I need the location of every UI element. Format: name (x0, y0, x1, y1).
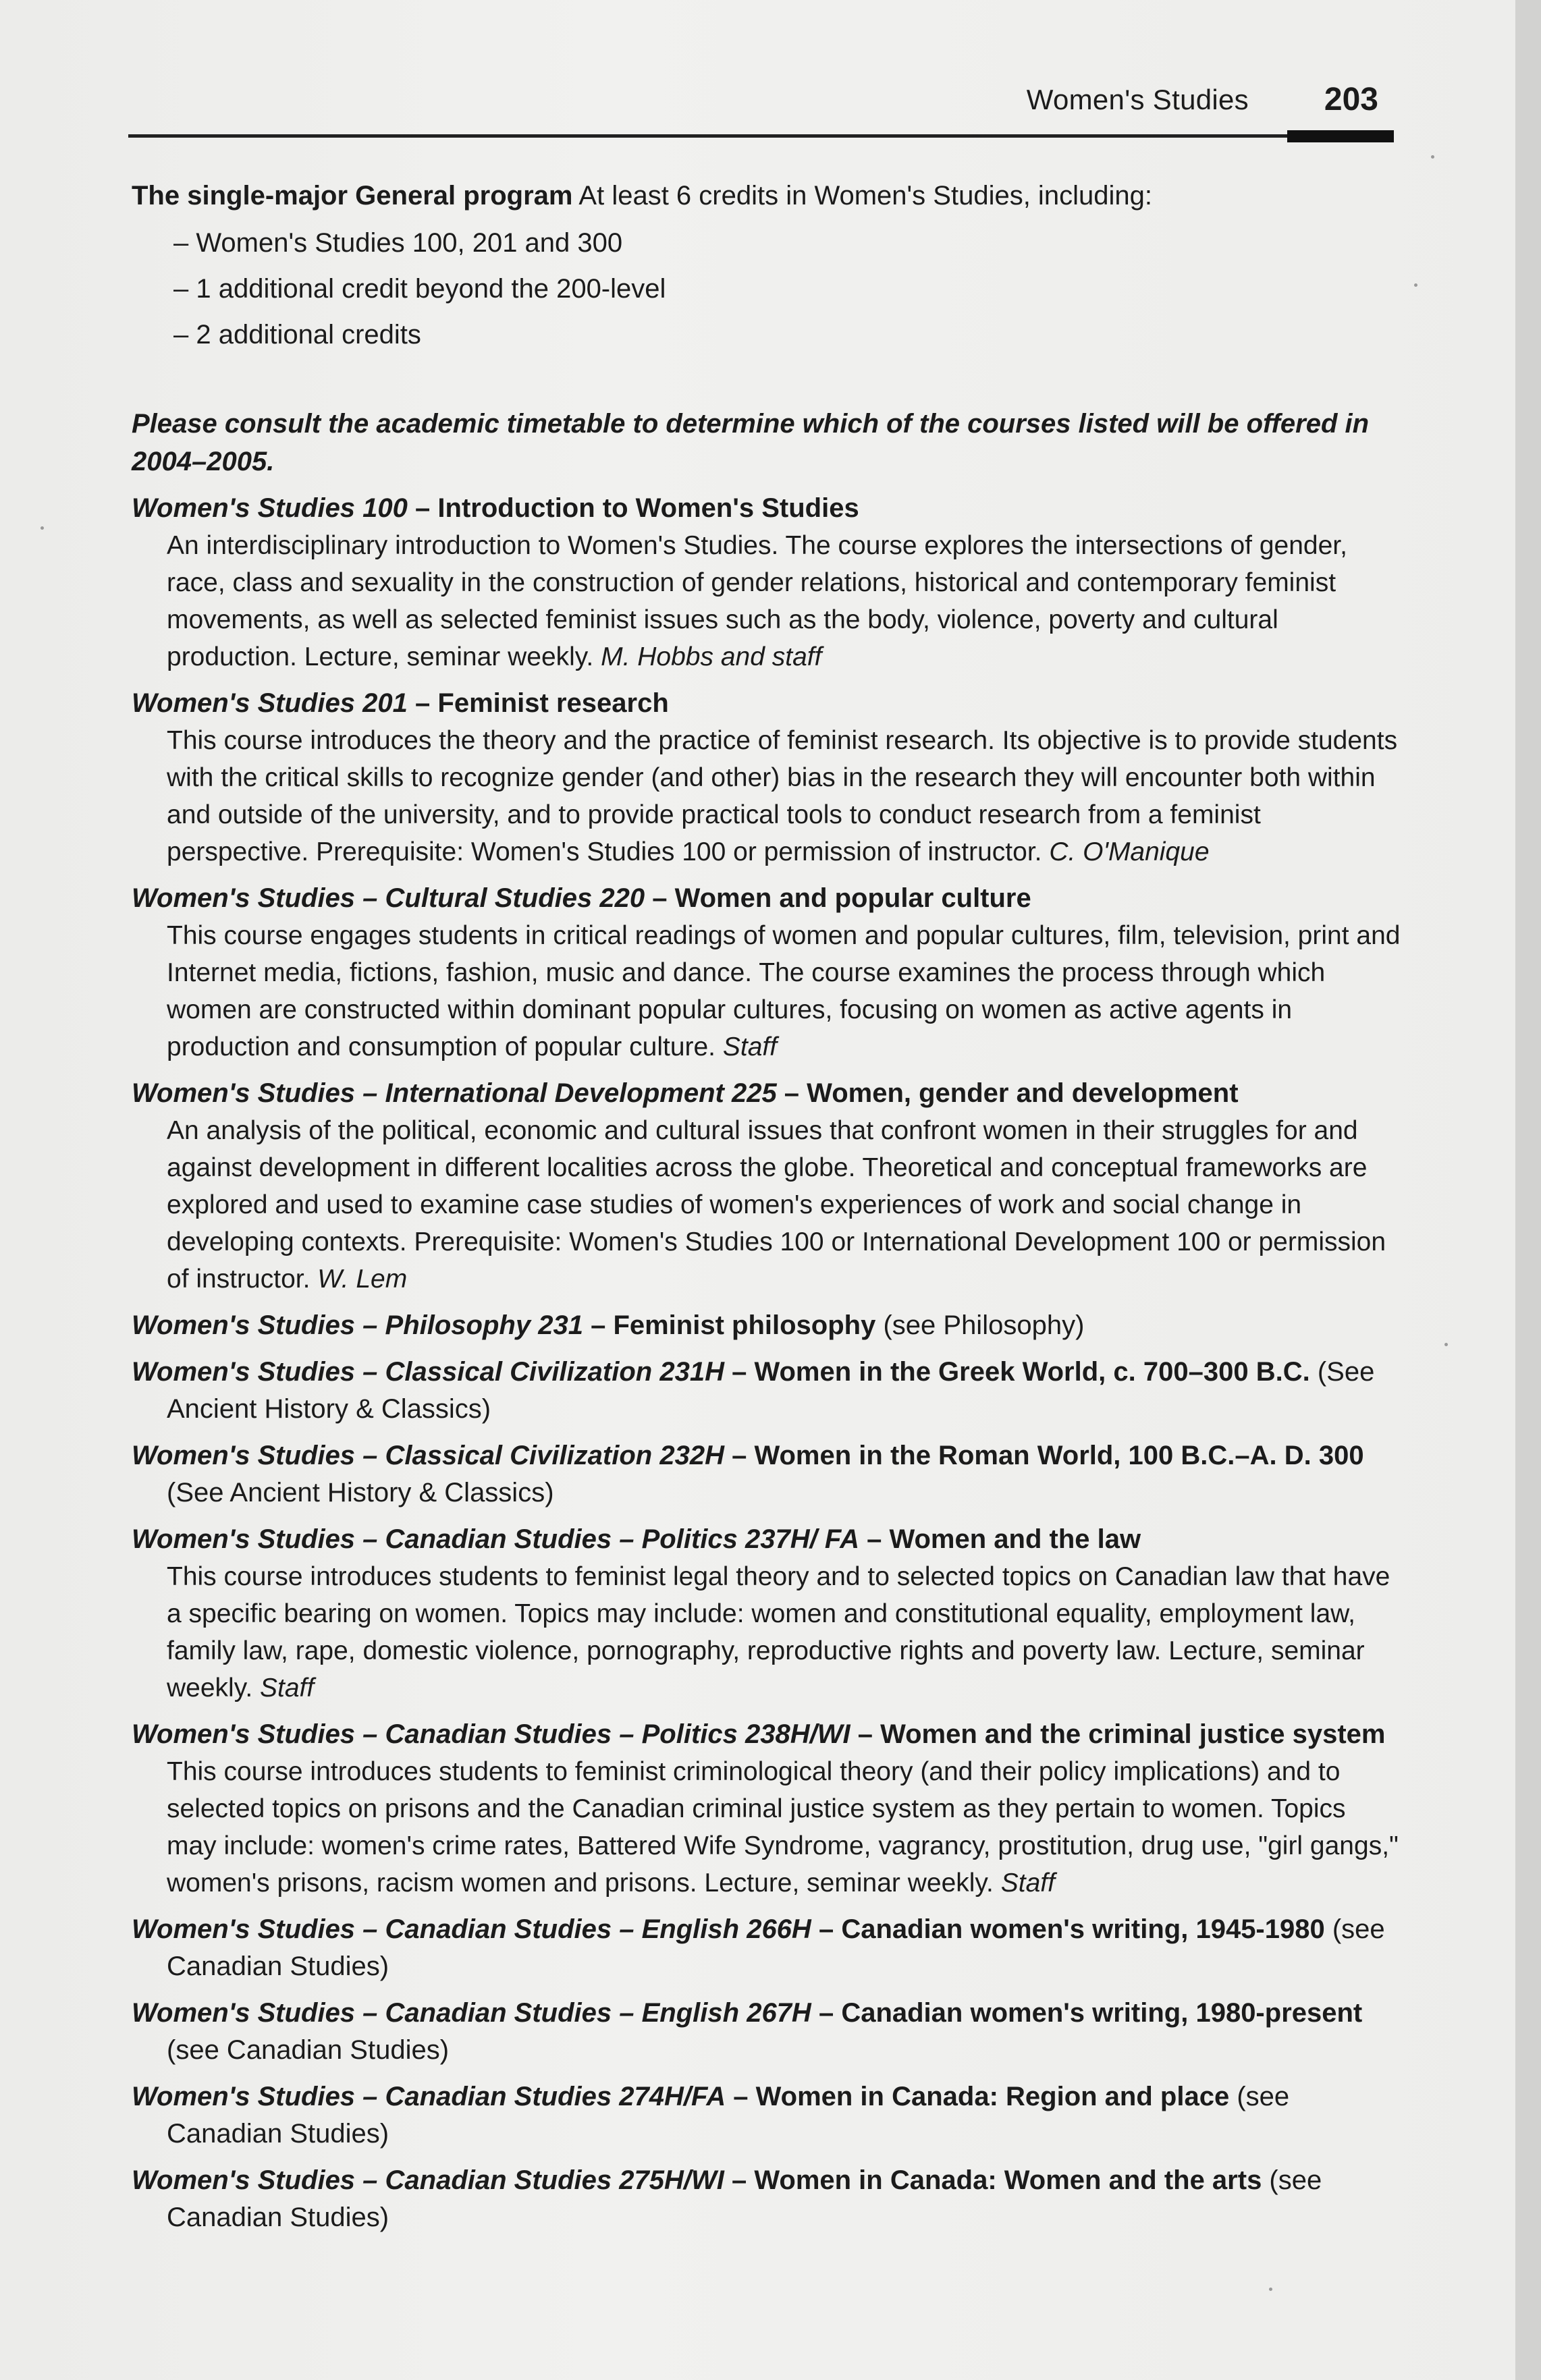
course-heading (132, 490, 1401, 527)
course-code: Women's Studies – Canadian Studies – Politics 238H/WI (132, 1719, 850, 1749)
course-entry (132, 685, 1401, 870)
course-cross-reference: (see Canadian Studies) (167, 2165, 1322, 2232)
program-requirements (132, 177, 1401, 215)
course-heading (132, 1075, 1401, 1112)
header-rule-tab (1287, 130, 1394, 142)
course-name: Canadian women's writing, 1945-1980 (841, 1914, 1325, 1944)
course-description (167, 1112, 1401, 1298)
course-entry (132, 1911, 1401, 1985)
course-dash: – (811, 1998, 842, 2028)
course-instructor: Staff (722, 1032, 778, 1061)
course-heading (132, 1437, 1401, 1512)
course-entry (132, 2162, 1401, 2236)
course-description (167, 1753, 1401, 1902)
course-code: Women's Studies – Canadian Studies 274H/FA (132, 2082, 726, 2111)
course-dash: – (724, 2165, 755, 2195)
course-dash: – (726, 2082, 756, 2111)
speck (40, 526, 44, 530)
program-item: – 2 additional credits (173, 320, 421, 350)
course-description (167, 917, 1401, 1066)
course-entry (132, 1716, 1401, 1902)
course-name: Feminist research (437, 688, 669, 718)
course-name: Women in the Greek World, c. 700–300 B.C. (754, 1357, 1310, 1387)
course-code: Women's Studies – Classical Civilization 232H (132, 1441, 724, 1470)
course-code: Women's Studies – Canadian Studies – English 267H (132, 1998, 811, 2028)
course-dash: – (811, 1914, 842, 1944)
course-name: Women, gender and development (807, 1078, 1239, 1108)
course-entry (132, 2078, 1401, 2153)
course-instructor: Staff (260, 1673, 315, 1703)
speck (1444, 1343, 1448, 1346)
course-code: Women's Studies – Classical Civilization 231H (132, 1357, 724, 1387)
course-instructor: W. Lem (317, 1265, 408, 1294)
page-number: 203 (1324, 82, 1378, 117)
course-entry (132, 880, 1401, 1066)
course-cross-reference: (see Canadian Studies) (167, 1914, 1385, 1981)
course-description-text: An interdisciplinary introduction to Women's Studies. The course explores the intersections of gender, race, class and sexuality in the construction of gender relations, historical and contemporary feminist movements, as well as selected feminist issues such as the body, violence, poverty and cultural production. Lecture, seminar weekly. (167, 531, 1347, 671)
course-dash: – (407, 688, 438, 718)
course-name: Women and popular culture (674, 883, 1031, 913)
course-cross-reference: (See Ancient History & Classics) (167, 1357, 1375, 1424)
course-heading (132, 1521, 1401, 1558)
course-dash: – (724, 1441, 755, 1470)
course-cross-reference: (see Philosophy) (875, 1310, 1085, 1340)
course-code: Women's Studies – Cultural Studies 220 (132, 883, 645, 913)
course-code: Women's Studies 201 (132, 688, 408, 718)
course-name: Feminist philosophy (613, 1310, 876, 1340)
course-entry (132, 490, 1401, 675)
course-name: Women in Canada: Region and place (755, 2082, 1230, 2111)
course-description (167, 1558, 1401, 1707)
course-code: Women's Studies – Canadian Studies 275H/WI (132, 2165, 724, 2195)
course-name: Women and the criminal justice system (880, 1719, 1386, 1749)
program-item: – Women's Studies 100, 201 and 300 (173, 228, 623, 258)
program-text: At least 6 credits in Women's Studies, including: (572, 181, 1152, 211)
course-cross-reference: (see Canadian Studies) (167, 2035, 450, 2065)
course-entry (132, 1307, 1401, 1344)
course-entry (132, 1437, 1401, 1512)
course-name: Canadian women's writing, 1980-present (841, 1998, 1363, 2028)
program-item: – 1 additional credit beyond the 200-level (173, 274, 666, 304)
course-code: Women's Studies – International Development 225 (132, 1078, 777, 1108)
speck (1269, 2288, 1272, 2291)
speck (1431, 155, 1434, 159)
course-heading (132, 2078, 1401, 2153)
header-rule (128, 134, 1394, 138)
course-code: Women's Studies – Canadian Studies – Politics 237H/ FA (132, 1524, 859, 1554)
course-description-text: This course introduces students to feminist criminological theory (and their policy implications) and to selected topics on prisons and the Canadian criminal justice system as they pertain to women. Topics may include: women's crime rates, Battered Wife Syndrome, vagrancy, prostitution, drug use, "girl gangs," women's prisons, racism women and prisons. Lecture, seminar weekly. (167, 1757, 1399, 1898)
course-heading (132, 880, 1401, 917)
course-entry (132, 1995, 1401, 2069)
course-description (167, 722, 1401, 870)
running-header (132, 80, 1390, 140)
course-dash: – (850, 1719, 881, 1749)
course-name: Introduction to Women's Studies (437, 493, 859, 523)
speck (1414, 283, 1417, 287)
course-dash: – (583, 1310, 614, 1340)
course-cross-reference: (See Ancient History & Classics) (167, 1478, 554, 1507)
course-instructor: M. Hobbs and staff (601, 642, 822, 671)
course-description-text: This course engages students in critical readings of women and popular cultures, film, television, print and Internet media, fictions, fashion, music and dance. The course examines the process through which women are constructed within dominant popular cultures, focusing on women as active agents in production and consumption of popular culture. (167, 921, 1401, 1061)
program-items (173, 220, 1401, 358)
course-description (167, 527, 1401, 675)
header-section-title: Women's Studies (1026, 84, 1249, 115)
course-description-text: This course introduces the theory and the practice of feminist research. Its objective is to provide students with the critical skills to recognize gender (and other) bias in the research they will encounter both within and outside of the university, and to provide practical tools to conduct research from a feminist perspective. Prerequisite: Women's Studies 100 or permission of instructor. (167, 726, 1398, 866)
course-heading (132, 1995, 1401, 2069)
course-name: Women in Canada: Women and the arts (754, 2165, 1262, 2195)
course-heading (132, 2162, 1401, 2236)
course-instructor: Staff (1000, 1869, 1055, 1898)
page-content (132, 177, 1401, 2236)
page-edge-shadow (1515, 0, 1541, 2380)
course-code: Women's Studies – Philosophy 231 (132, 1310, 583, 1340)
course-code: Women's Studies – Canadian Studies – English 266H (132, 1914, 811, 1944)
course-entry (132, 1521, 1401, 1707)
course-heading (132, 1911, 1401, 1985)
course-heading (132, 685, 1401, 722)
course-name: Women and the law (889, 1524, 1141, 1554)
course-dash: – (859, 1524, 890, 1554)
course-code: Women's Studies 100 (132, 493, 408, 523)
course-heading (132, 1716, 1401, 1753)
course-dash: – (776, 1078, 807, 1108)
timetable-notice: Please consult the academic timetable to determine which of the courses listed will be offered in 2004–2005. (132, 409, 1370, 476)
program-title: The single-major General program (132, 181, 573, 211)
course-description-text: This course introduces students to feminist legal theory and to selected topics on Canadian law that have a specific bearing on women. Topics may include: women and constitutional equality, employment law, family law, rape, domestic violence, pornography, reproductive rights and poverty law. Lecture, seminar weekly. (167, 1562, 1390, 1703)
course-entry (132, 1354, 1401, 1428)
course-description-text: An analysis of the political, economic and cultural issues that confront women in their struggles for and against development in different localities across the globe. Theoretical and conceptual frameworks are explored and used to examine case studies of women's experiences of work and social change in developing contexts. Prerequisite: Women's Studies 100 or International Development 100 or permission of instructor. (167, 1116, 1386, 1294)
course-dash: – (645, 883, 675, 913)
course-dash: – (407, 493, 438, 523)
course-list (132, 490, 1401, 2236)
course-cross-reference: (see Canadian Studies) (167, 2082, 1290, 2149)
course-dash: – (724, 1357, 755, 1387)
course-entry (132, 1075, 1401, 1298)
course-heading (132, 1307, 1401, 1344)
course-heading (132, 1354, 1401, 1428)
course-instructor: C. O'Manique (1049, 837, 1210, 866)
course-name: Women in the Roman World, 100 B.C.–A. D. 300 (754, 1441, 1364, 1470)
